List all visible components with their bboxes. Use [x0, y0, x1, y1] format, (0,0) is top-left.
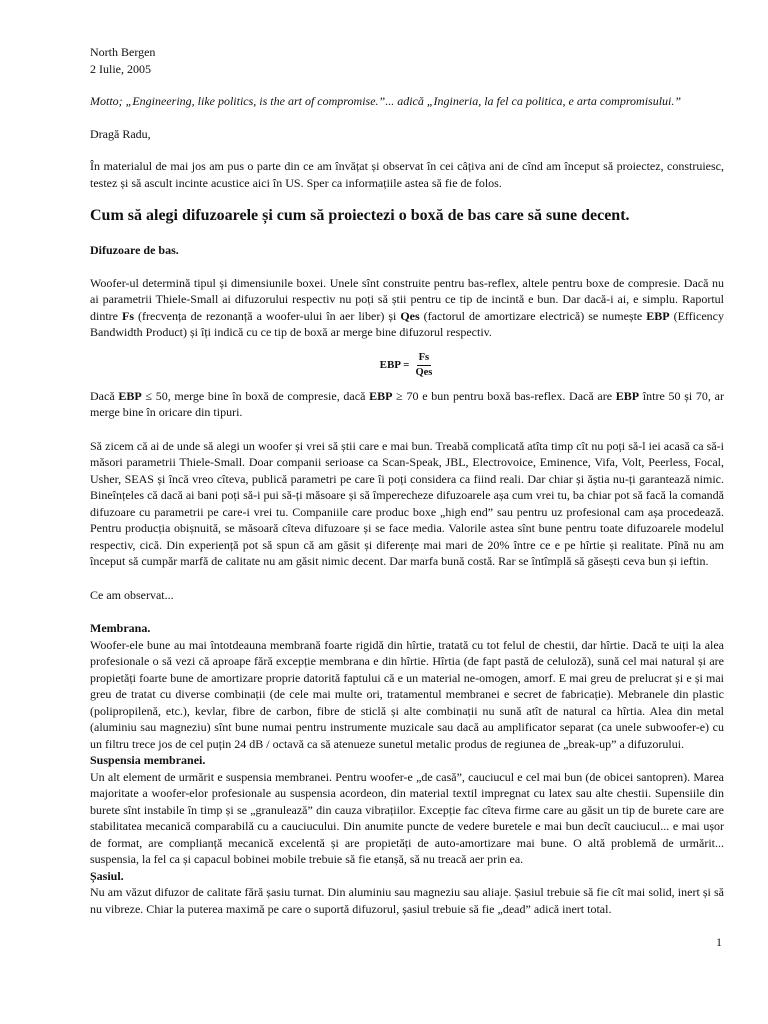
- ebp-term: EBP: [615, 388, 640, 403]
- section-heading-chassis: Șasiul.: [90, 868, 124, 883]
- text-span: (frecvența de rezonanță a woofer-ului în aer liber) și: [134, 308, 401, 323]
- section-heading-bass-drivers: Difuzoare de bas.: [90, 243, 179, 257]
- observations-lead: Ce am observat...: [90, 587, 174, 602]
- text-span: ≥ 70 e bun pentru boxă bas-reflex. Dacă are: [392, 388, 616, 403]
- header-place: North Bergen: [90, 45, 156, 59]
- intro-paragraph: În materialul de mai jos am pus o parte din ce am învățat și observat în cei câțiva ani de cînd am început să proiectez, construiesc, testez și să ascult incinte acustice aici în US. Sper ca informațiile astea să fie de folos.: [90, 159, 724, 190]
- text-span: Dacă: [90, 388, 119, 403]
- qes-term: Qes: [400, 308, 420, 323]
- text-span: (factorul de amortizare electrică) se numește: [419, 308, 647, 323]
- formula-fraction: [413, 351, 434, 380]
- formula-lhs: EBP =: [379, 358, 410, 371]
- formula-numerator: Fs: [417, 351, 432, 366]
- section-heading-membrane: Membrana.: [90, 621, 151, 635]
- page-number: 1: [716, 935, 722, 949]
- text-span: Woofer-ul determină tipul și dimensiunile boxei. Unele sînt construite pentru bas-reflex, altele pentru boxe de compresie. Dacă nu ai parametrii Thiele-Small ai difuzorului respectiv nu poți să știi pentru ce tip de incintă e bun. Dar dacă-i ai, e simplu. Raportul dintre: [90, 275, 724, 323]
- ebp-definition-paragraph: [90, 275, 724, 341]
- ebp-term: EBP: [118, 388, 142, 403]
- header-date: 2 Iulie, 2005: [90, 61, 151, 76]
- woofer-choice-paragraph: Să zicem că ai de unde să alegi un woofer și vrei să știi care e mai bun. Treabă complicată atîta timp cît nu poți să-l iei acasă ca să-i măsori parametrii Thiele-Small. Doar companii serioase ca Scan-Speak, JBL, Electrovoice, Eminence, Vifa, Volt, Peerless, Focal, Usher, SEAS și încă vreo cîteva, publică parametri pe care îi poți considera ca fiind reali. Dar chiar și ăștia nu-ți garantează nimic. Bineînțeles că dacă ai bani poți să-i pui să-ți măsoare și să împerecheze difuzoarele așa cum vrei tu, ba chiar pot să facă la comandă difuzoare cu parametrii pe care-i vrei tu. Companiile care produc boxe „high end” sau pentru uz profesional cam așa procedează. Pentru producția obișnuită, se măsoară cîteva difuzoare și se face media. Valorile astea sînt bune pentru toate difuzoarele modelul respectiv, cică. Din experiență pot să spun că am găsit și diferențe mai mari de 20% între ce e pe hîrtie și realitate. Pînă nu am început să cumpăr marfă de calitate nu am găsit nimic decent. Dar marfa bună costă. Rar se întîmplă să găsești ceva bun și ieftin.: [90, 438, 724, 568]
- section-heading-suspension: Suspensia membranei.: [90, 753, 206, 767]
- ebp-formula: [90, 351, 724, 380]
- greeting: Dragă Radu,: [90, 126, 151, 141]
- ebp-term: EBP: [369, 388, 393, 403]
- motto: Motto; „Engineering, like politics, is the art of compromise.”... adică „Ingineria, la fel ca politica, e arta compromisului.”: [90, 94, 682, 108]
- suspension-paragraph: Un alt element de urmărit e suspensia membranei. Pentru woofer-e „de casă”, cauciucul e cel mai bun (de obicei santopren). Marea majoritate a woofer-elor profesionale au suspensia acordeon, din material textil impregnat cu latex sau alte chestii. Supensiile din burete sînt instabile în timp și se „granulează” din cauza vibrațiilor. Excepție fac cîteva firme care au găsit un tip de burete care are stabilitatea mecanică comparabilă cu a cauciucului. Din anumite puncte de vedere buretele e mai bun decît cauciucul... e mai ușor de format, are complianță mecanică excelentă și are propietăți de auto-amortizare mai bune. O altă problemă de urmărit... suspensia, la fel ca și capacul bobinei mobile trebuie să fie etanșă, să nu treacă aer prin ea.: [90, 769, 724, 866]
- text-span: ≤ 50, merge bine în boxă de compresie, dacă: [141, 388, 370, 403]
- formula-denominator: Qes: [415, 366, 433, 378]
- document-title: Cum să alegi difuzoarele și cum să proiectezi o boxă de bas care să sune decent.: [90, 207, 630, 224]
- fs-term: Fs: [122, 308, 134, 323]
- membrane-paragraph: Woofer-ele bune au mai întotdeauna membrană foarte rigidă din hîrtie, tratată cu tot felul de chestii, dar hîrtie. Dacă te uiți la alea profesionale o să vezi că aproape fără excepție membrana e din hîrtie. Hîrtia (de fapt pastă de celuloză), sună cel mai natural și are propietăți foarte bune de amortizare proprie datorită faptului că e un material ne-omogen, amorf. E mai greu de prelucrat și e și mai greu de tratat cu diverse combinații (de cele mai multe ori, tratamentul membranei e secret de fabricație). Mebranele din plastic (polipropilenă, etc.), kevlar, fibre de carbon, fibre de sticlă și alte combinații nu sună atît de natural ca hîrtia. Alea din metal (aluminiu sau magneziu) sînt bune numai pentru instrumente muzicale sau dacă au amplificator separat (ca unele subwoofer-e) cu un filtru trece jos de cel puțin 24 dB / octavă ca să atenueze sunetul metalic produs de regiunea de „break-up” a difuzorului.: [90, 637, 724, 751]
- chassis-paragraph: Nu am văzut difuzor de calitate fără șasiu turnat. Din aluminiu sau magneziu sau aliaje. Șasiul trebuie să fie cît mai solid, inert și să nu vibreze. Chiar la puterea maximă pe care o suportă difuzorul, șasiul trebuie să fie „dead” adică inert total.: [90, 885, 724, 916]
- text-span: (Efficency Bandwidth Product) și îți indică cu ce tip de boxă ar merge bine difuzorul respectiv.: [90, 308, 724, 339]
- document-body: [90, 44, 724, 917]
- ebp-rule-paragraph: [90, 388, 724, 421]
- text-span: între 50 și 70, ar merge bine în oricare din tipuri.: [90, 388, 724, 419]
- ebp-term: EBP: [646, 308, 670, 323]
